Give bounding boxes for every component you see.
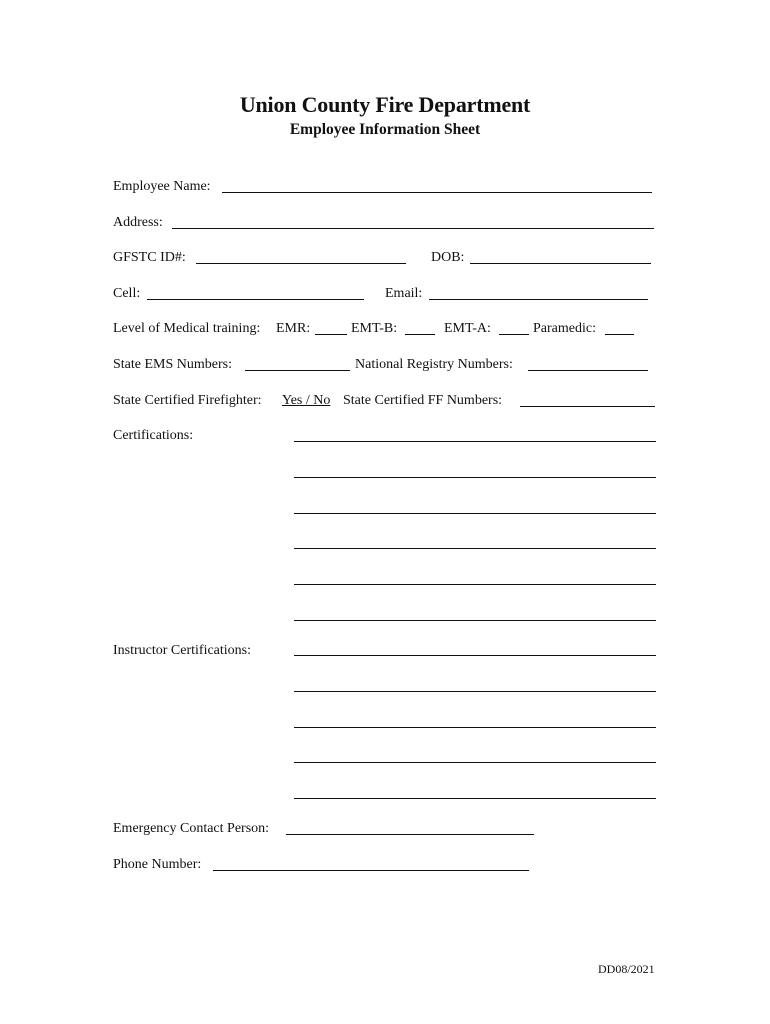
- certifications-line-5[interactable]: [294, 584, 656, 585]
- certifications-line-3[interactable]: [294, 513, 656, 514]
- certifications-line-4[interactable]: [294, 548, 656, 549]
- employee-name-field[interactable]: [222, 192, 652, 193]
- phone-number-label: Phone Number:: [113, 857, 202, 872]
- form-code: DD08/2021: [598, 962, 655, 976]
- certifications-line-1[interactable]: [294, 441, 656, 442]
- national-registry-label: National Registry Numbers:: [355, 357, 513, 372]
- gfstc-id-field[interactable]: [196, 263, 406, 264]
- emt-a-field[interactable]: [499, 334, 529, 335]
- paramedic-field[interactable]: [605, 334, 634, 335]
- instructor-certifications-line-2[interactable]: [294, 691, 656, 692]
- instructor-certifications-line-1[interactable]: [294, 655, 656, 656]
- emergency-contact-label: Emergency Contact Person:: [113, 821, 270, 836]
- dob-field[interactable]: [470, 263, 651, 264]
- yes-no-option[interactable]: Yes / No: [282, 393, 331, 408]
- emr-field[interactable]: [315, 334, 347, 335]
- instructor-certifications-line-4[interactable]: [294, 762, 656, 763]
- medical-training-label: Level of Medical training:: [113, 321, 261, 336]
- certifications-line-6[interactable]: [294, 620, 656, 621]
- certifications-label: Certifications:: [113, 428, 194, 443]
- emt-b-field[interactable]: [405, 334, 435, 335]
- cell-label: Cell:: [113, 286, 141, 301]
- emt-a-label: EMT-A:: [444, 321, 491, 336]
- instructor-certifications-line-3[interactable]: [294, 727, 656, 728]
- gfstc-id-label: GFSTC ID#:: [113, 250, 186, 265]
- phone-number-field[interactable]: [213, 870, 529, 871]
- page-subtitle: Employee Information Sheet: [289, 121, 481, 138]
- address-label: Address:: [113, 215, 163, 230]
- emt-b-label: EMT-B:: [351, 321, 398, 336]
- emr-label: EMR:: [276, 321, 311, 336]
- state-ems-label: State EMS Numbers:: [113, 357, 232, 372]
- email-label: Email:: [385, 286, 423, 301]
- certifications-line-2[interactable]: [294, 477, 656, 478]
- state-ems-field[interactable]: [245, 370, 350, 371]
- state-ff-numbers-field[interactable]: [520, 406, 655, 407]
- address-field[interactable]: [172, 228, 654, 229]
- paramedic-label: Paramedic:: [533, 321, 596, 336]
- cell-field[interactable]: [147, 299, 364, 300]
- email-field[interactable]: [429, 299, 648, 300]
- page-title: Union County Fire Department: [239, 92, 531, 117]
- dob-label: DOB:: [431, 250, 465, 265]
- instructor-certifications-line-5[interactable]: [294, 798, 656, 799]
- instructor-certifications-label: Instructor Certifications:: [113, 643, 252, 658]
- employee-name-label: Employee Name:: [113, 179, 211, 194]
- emergency-contact-field[interactable]: [286, 834, 534, 835]
- national-registry-field[interactable]: [528, 370, 648, 371]
- state-ff-numbers-label: State Certified FF Numbers:: [343, 393, 503, 408]
- state-ff-label: State Certified Firefighter:: [113, 393, 262, 408]
